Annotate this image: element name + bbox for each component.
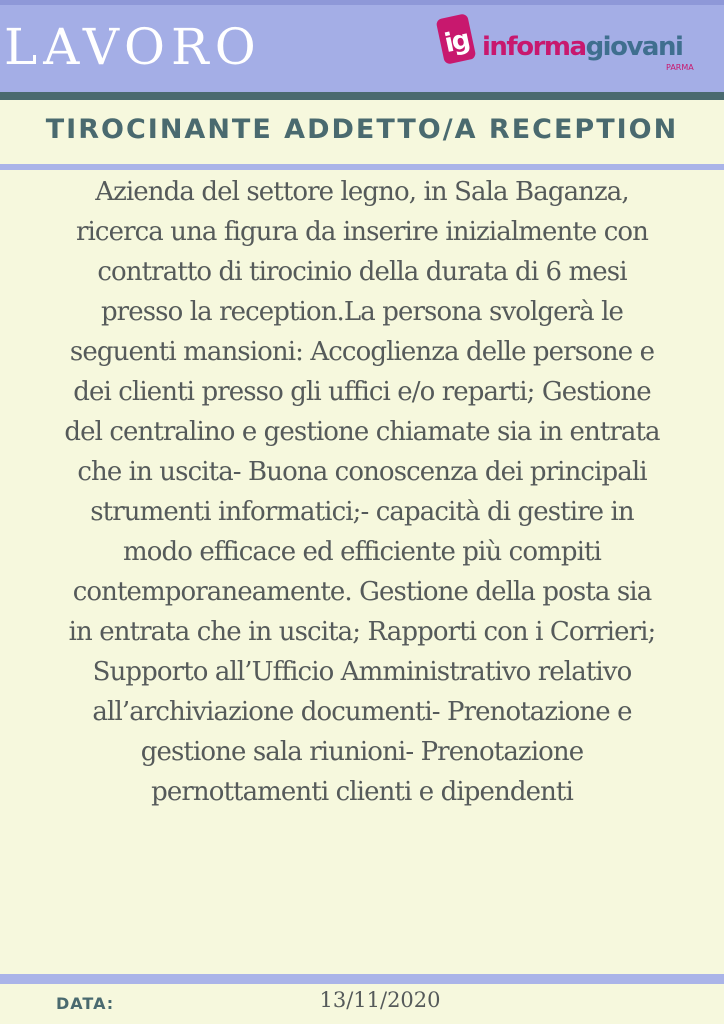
footer-divider [0,974,724,984]
description-line: che in uscita- Buona conoscenza dei principali [77,457,647,487]
header-top-strip [0,0,724,5]
description-line: modo efficace ed efficiente più compiti [123,537,601,567]
description-line: Supporto all’Ufficio Amministrativo relativo [92,657,632,687]
description-line: del centralino e gestione chiamate sia in entrata [64,417,660,447]
description-line: seguenti mansioni: Accoglienza delle persone e [69,337,655,367]
svg-text:ig: ig [441,24,472,60]
description-line: dei clienti presso gli uffici e/o reparti; Gestione [73,377,651,407]
description-line: in entrata che in uscita; Rapporti con i Corrieri; [68,617,656,647]
date-value: 13/11/2020 [319,988,441,1012]
job-title: TIROCINANTE ADDETTO/A RECEPTION [45,114,679,145]
description-line: contratto di tirocinio della durata di 6 mesi [97,257,627,287]
description-line: ricerca una figura da inserire inizialmente con [75,217,648,247]
logo-wordmark-part1: informa [482,32,586,62]
section-title: LAVORO [4,18,262,76]
description-line: gestione sala riunioni- Prenotazione [140,737,584,767]
date-label: DATA: [56,994,115,1013]
description-line: contemporaneamente. Gestione della posta sia [72,577,652,607]
description-line: Azienda del settore legno, in Sala Baganza, [95,177,629,207]
description-line: presso la reception.La persona svolgerà le [100,297,624,327]
description-line: pernottamenti clienti e dipendenti [151,777,573,807]
informagiovani-logo-mark-icon [426,8,486,70]
job-description [0,172,724,812]
logo-city: PARMA [666,63,694,72]
header-divider [0,92,724,100]
logo-wordmark-part2: giovani [585,32,683,62]
title-divider [0,164,724,170]
description-line: all’archiviazione documenti- Prenotazione e [92,697,632,727]
informagiovani-logo [426,8,716,74]
logo-wordmark [482,34,682,60]
description-line: strumenti informatici;- capacità di gestire in [90,497,634,527]
